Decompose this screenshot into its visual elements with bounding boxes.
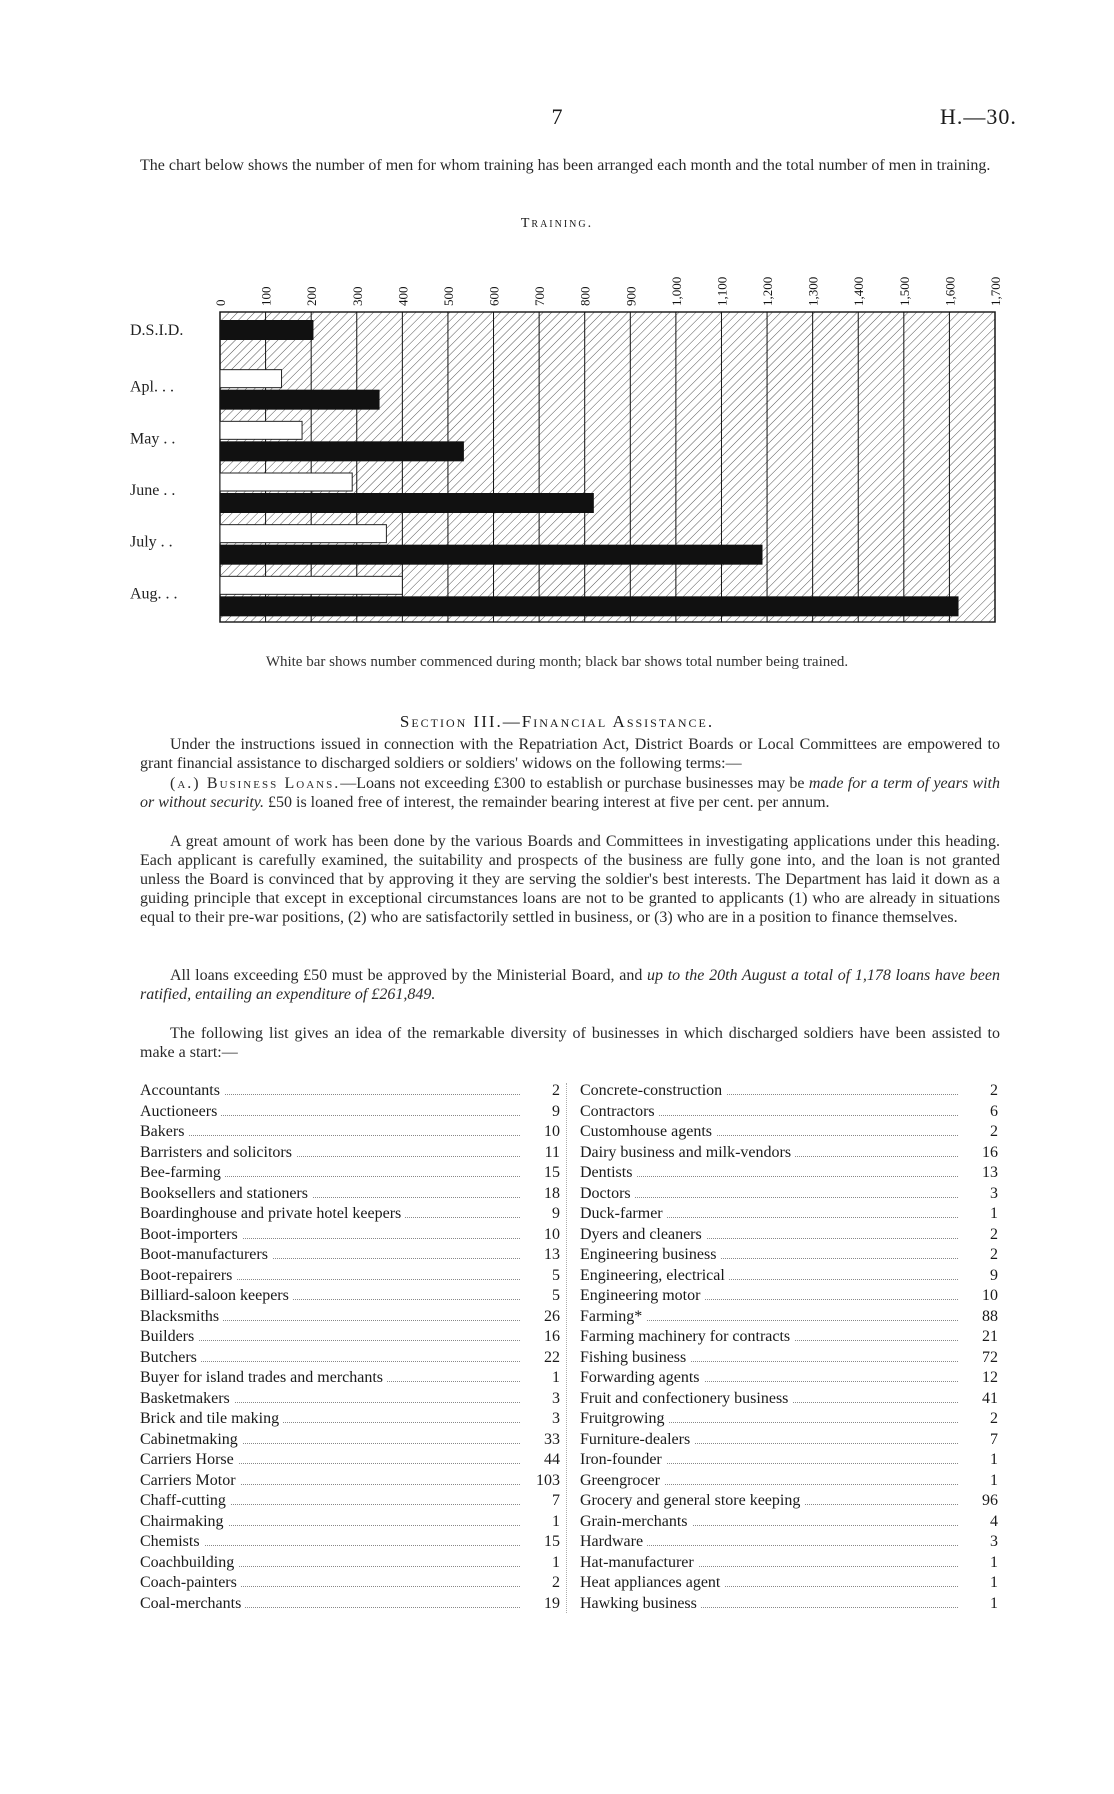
business-count: 44	[524, 1450, 560, 1471]
leader-dots	[580, 1176, 958, 1177]
business-count: 2	[524, 1573, 560, 1594]
business-count: 2	[962, 1122, 998, 1143]
business-name: Boot-manufacturers	[140, 1245, 272, 1266]
business-name: Bakers	[140, 1122, 188, 1143]
list-item	[140, 1348, 560, 1369]
tick-label: 1,300	[805, 276, 821, 306]
list-item	[140, 1573, 560, 1594]
list-item	[580, 1491, 998, 1512]
list-item	[580, 1163, 998, 1184]
tick-label: 0	[213, 299, 228, 306]
list-item	[580, 1368, 998, 1389]
paragraph-investigation: A great amount of work has been done by the various Boards and Committees in investigating applications under this heading. Each applicant is carefully examined, the suitability and prospects of the business are fully gone into, and the loan is not granted unless the Board is convinced that by approving it they are serving the soldier's best interests. The Department has laid it down as a guiding principle that except in exceptional circumstances loans are not to be granted to applicants (1) who are already in situations equal to their pre-war positions, (2) who are satisfactorily settled in business, or (3) who are in a position to finance themselves.	[140, 833, 1000, 926]
list-item	[140, 1430, 560, 1451]
list-item	[140, 1266, 560, 1287]
list-item	[140, 1245, 560, 1266]
business-name: Hat-manufacturer	[580, 1553, 698, 1574]
business-name: Concrete-construction	[580, 1081, 726, 1102]
business-count: 10	[962, 1286, 998, 1307]
business-name: Fishing business	[580, 1348, 690, 1369]
business-list-right	[580, 1081, 998, 1614]
list-item	[140, 1532, 560, 1553]
list-item	[140, 1389, 560, 1410]
category-label: D.S.I.D.	[130, 322, 184, 339]
leader-dots	[140, 1135, 520, 1136]
business-name: Carriers Motor	[140, 1471, 240, 1492]
list-item	[140, 1471, 560, 1492]
business-count: 26	[524, 1307, 560, 1328]
business-name: Brick and tile making	[140, 1409, 283, 1430]
business-name: Farming machinery for contracts	[580, 1327, 794, 1348]
list-item	[580, 1512, 998, 1533]
white-bar	[220, 473, 352, 491]
business-count: 96	[962, 1491, 998, 1512]
business-name: Boot-importers	[140, 1225, 242, 1246]
list-item	[140, 1286, 560, 1307]
business-name: Carriers Horse	[140, 1450, 238, 1471]
tick-label: 300	[349, 286, 365, 306]
tick-label: 500	[440, 286, 456, 306]
list-item	[580, 1594, 998, 1615]
business-name: Fruitgrowing	[580, 1409, 668, 1430]
business-name: Coachbuilding	[140, 1553, 238, 1574]
business-count: 10	[524, 1225, 560, 1246]
category-label: July . .	[130, 533, 173, 551]
list-item	[140, 1102, 560, 1123]
business-count: 12	[962, 1368, 998, 1389]
business-name: Chaff-cutting	[140, 1491, 230, 1512]
paragraph-list-intro: The following list gives an idea of the remarkable diversity of businesses in which discharged soldiers have been assisted to make a start:—	[140, 1025, 1000, 1061]
business-name: Barristers and solicitors	[140, 1143, 296, 1164]
section-title: Section III.—Financial Assistance.	[399, 712, 715, 731]
business-count: 1	[524, 1553, 560, 1574]
business-name: Grain-merchants	[580, 1512, 692, 1533]
business-name: Coach-painters	[140, 1573, 241, 1594]
business-name: Coal-merchants	[140, 1594, 245, 1615]
business-count: 15	[524, 1532, 560, 1553]
list-item	[140, 1512, 560, 1533]
tick-label: 800	[577, 286, 593, 306]
business-name: Farming*	[580, 1307, 646, 1328]
business-count: 16	[962, 1143, 998, 1164]
business-count: 1	[962, 1594, 998, 1615]
business-name: Doctors	[580, 1184, 635, 1205]
category-label: Aug. . .	[130, 585, 178, 603]
list-item	[140, 1184, 560, 1205]
white-bar	[220, 576, 402, 594]
business-name: Blacksmiths	[140, 1307, 223, 1328]
list-item	[580, 1122, 998, 1143]
business-count: 18	[524, 1184, 560, 1205]
list-item	[580, 1450, 998, 1471]
list-item	[580, 1471, 998, 1492]
business-count: 2	[962, 1081, 998, 1102]
business-name: Fruit and confectionery business	[580, 1389, 792, 1410]
approvals-text: All loans exceeding £50 must be approved by the Ministerial Board, and	[170, 967, 648, 984]
business-name: Customhouse agents	[580, 1122, 716, 1143]
business-count: 21	[962, 1327, 998, 1348]
business-name: Engineering business	[580, 1245, 720, 1266]
business-count: 1	[962, 1471, 998, 1492]
category-label: Apl. . .	[130, 378, 174, 396]
black-bar	[220, 545, 763, 565]
list-item	[140, 1143, 560, 1164]
list-item	[580, 1430, 998, 1451]
tick-label: 200	[304, 286, 320, 306]
category-labels	[130, 322, 183, 602]
list-item	[580, 1143, 998, 1164]
black-bar	[220, 596, 959, 616]
list-item	[580, 1532, 998, 1553]
business-count: 3	[962, 1532, 998, 1553]
business-name: Chemists	[140, 1532, 204, 1553]
business-count: 10	[524, 1122, 560, 1143]
list-item	[140, 1450, 560, 1471]
business-name: Furniture-dealers	[580, 1430, 694, 1451]
black-bar	[220, 493, 594, 513]
tick-label: 1,600	[942, 276, 958, 306]
paragraph-business-loans	[140, 774, 1000, 812]
tick-label: 1,700	[988, 276, 1003, 306]
paragraph-terms: Under the instructions issued in connection with the Repatriation Act, District Boards or Local Committees are empowered to grant financial assistance to discharged soldiers or soldiers' widows on the following terms:—	[140, 736, 1000, 772]
list-item	[140, 1307, 560, 1328]
business-name: Bee-farming	[140, 1163, 225, 1184]
business-name: Buyer for island trades and merchants	[140, 1368, 387, 1389]
business-count: 13	[962, 1163, 998, 1184]
business-count: 1	[962, 1553, 998, 1574]
business-count: 11	[524, 1143, 560, 1164]
tick-label: 1,100	[714, 276, 730, 306]
business-count: 4	[962, 1512, 998, 1533]
white-bar	[220, 370, 282, 388]
business-count: 33	[524, 1430, 560, 1451]
list-item	[580, 1327, 998, 1348]
business-count: 1	[524, 1368, 560, 1389]
business-count: 3	[524, 1389, 560, 1410]
business-name: Builders	[140, 1327, 198, 1348]
category-label: June . .	[130, 482, 176, 499]
list-item	[140, 1368, 560, 1389]
tick-label: 1,400	[851, 276, 867, 306]
training-chart	[130, 250, 1003, 630]
list-item	[140, 1491, 560, 1512]
business-count: 2	[962, 1245, 998, 1266]
business-list-left	[140, 1081, 560, 1614]
business-loans-text: —Loans not exceeding £300 to establish or purchase businesses may be	[340, 775, 809, 792]
business-name: Accountants	[140, 1081, 224, 1102]
business-count: 2	[962, 1409, 998, 1430]
chart-caption: White bar shows number commenced during month; black bar shows total number being trained.	[265, 654, 849, 670]
list-item	[580, 1307, 998, 1328]
list-item	[580, 1204, 998, 1225]
tick-label: 700	[532, 286, 548, 306]
business-count: 9	[524, 1204, 560, 1225]
business-count: 41	[962, 1389, 998, 1410]
business-count: 15	[524, 1163, 560, 1184]
business-loans-italic: made for a term of years with or without security.	[140, 775, 1000, 811]
business-name: Boot-repairers	[140, 1266, 236, 1287]
paragraph-approvals	[140, 966, 1000, 1004]
business-name: Cabinetmaking	[140, 1430, 242, 1451]
list-item	[580, 1286, 998, 1307]
business-name: Hardware	[580, 1532, 647, 1553]
list-item	[580, 1553, 998, 1574]
tick-label: 1,000	[668, 276, 684, 306]
business-count: 16	[524, 1327, 560, 1348]
white-bar	[220, 525, 386, 543]
business-name: Forwarding agents	[580, 1368, 704, 1389]
list-item	[140, 1081, 560, 1102]
business-name: Boardinghouse and private hotel keepers	[140, 1204, 405, 1225]
business-count: 103	[524, 1471, 560, 1492]
black-bar	[220, 320, 313, 340]
business-count: 72	[962, 1348, 998, 1369]
business-count: 9	[962, 1266, 998, 1287]
business-count: 6	[962, 1102, 998, 1123]
business-name: Greengrocer	[580, 1471, 664, 1492]
business-name: Contractors	[580, 1102, 659, 1123]
business-count: 2	[524, 1081, 560, 1102]
chart-title: Training.	[520, 216, 594, 231]
list-item	[580, 1409, 998, 1430]
list-item	[140, 1409, 560, 1430]
tick-label: 900	[623, 286, 639, 306]
chart-background	[220, 312, 995, 622]
business-count: 1	[962, 1204, 998, 1225]
list-item	[580, 1081, 998, 1102]
business-count: 5	[524, 1266, 560, 1287]
business-count: 1	[962, 1450, 998, 1471]
approvals-italic: up to the 20th August a total of 1,178 loans have been ratified, entailing an expenditure of £261,849.	[140, 967, 1001, 1003]
business-name: Chairmaking	[140, 1512, 228, 1533]
business-name: Basketmakers	[140, 1389, 234, 1410]
tick-label: 600	[486, 286, 502, 306]
black-bar	[220, 441, 464, 461]
list-item	[580, 1102, 998, 1123]
list-item	[580, 1389, 998, 1410]
business-count: 19	[524, 1594, 560, 1615]
list-item	[140, 1122, 560, 1143]
business-name: Auctioneers	[140, 1102, 221, 1123]
business-count: 1	[524, 1512, 560, 1533]
list-item	[580, 1573, 998, 1594]
list-item	[140, 1594, 560, 1615]
list-item	[140, 1204, 560, 1225]
business-count: 9	[524, 1102, 560, 1123]
business-name: Engineering motor	[580, 1286, 704, 1307]
business-count: 88	[962, 1307, 998, 1328]
business-count: 7	[524, 1491, 560, 1512]
business-name: Hawking business	[580, 1594, 701, 1615]
business-name: Duck-farmer	[580, 1204, 667, 1225]
list-item	[140, 1163, 560, 1184]
business-name: Iron-founder	[580, 1450, 666, 1471]
page-number: 7	[551, 104, 563, 129]
business-name: Dentists	[580, 1163, 636, 1184]
business-name: Dairy business and milk-vendors	[580, 1143, 795, 1164]
business-count: 2	[962, 1225, 998, 1246]
tick-label: 1,500	[896, 276, 912, 306]
white-bar	[220, 421, 302, 439]
business-name: Billiard-saloon keepers	[140, 1286, 293, 1307]
list-item	[580, 1245, 998, 1266]
black-bar	[220, 390, 380, 410]
report-reference: H.—30.	[940, 104, 1017, 129]
tick-label: 1,200	[760, 276, 776, 306]
list-item	[580, 1225, 998, 1246]
business-count: 13	[524, 1245, 560, 1266]
business-count: 22	[524, 1348, 560, 1369]
business-name: Engineering, electrical	[580, 1266, 729, 1287]
tick-label: 400	[395, 286, 411, 306]
business-name: Grocery and general store keeping	[580, 1491, 804, 1512]
leader-dots	[580, 1197, 958, 1198]
business-name: Booksellers and stationers	[140, 1184, 312, 1205]
business-count: 1	[962, 1573, 998, 1594]
list-item	[580, 1184, 998, 1205]
business-count: 3	[524, 1409, 560, 1430]
list-item	[140, 1225, 560, 1246]
business-name: Butchers	[140, 1348, 201, 1369]
business-count: 7	[962, 1430, 998, 1451]
tick-label: 100	[258, 286, 274, 306]
business-name: Heat appliances agent	[580, 1573, 724, 1594]
list-item	[580, 1266, 998, 1287]
business-loans-tail: £50 is loaned free of interest, the remainder bearing interest at five per cent. per annum.	[264, 794, 830, 811]
list-item	[140, 1553, 560, 1574]
business-count: 5	[524, 1286, 560, 1307]
intro-paragraph: The chart below shows the number of men for whom training has been arranged each month and the total number of men in training.	[140, 157, 991, 174]
category-label: May . .	[130, 430, 176, 448]
business-loans-heading: (a.) Business Loans.	[170, 775, 341, 792]
list-item	[580, 1348, 998, 1369]
column-divider	[566, 1083, 567, 1613]
list-item	[140, 1327, 560, 1348]
business-count: 3	[962, 1184, 998, 1205]
business-name: Dyers and cleaners	[580, 1225, 706, 1246]
tick-labels	[213, 277, 1003, 306]
